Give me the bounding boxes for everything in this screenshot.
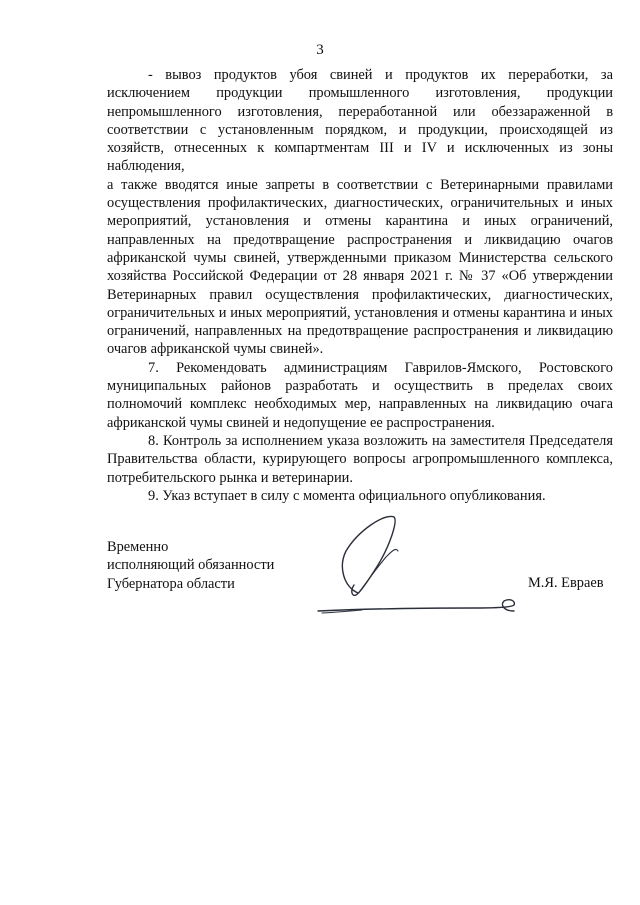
signature-stroke — [318, 600, 514, 611]
signatory-title-line: исполняющий обязанности — [107, 557, 275, 574]
signatory-title — [107, 538, 274, 593]
document-body — [107, 66, 613, 505]
paragraph-export-ban: - вывоз продуктов убоя свиней и продуктов их переработки, за исключением продукции промышленного изготовления, продукции непромышленного изготовления, переработанной или обеззараженной в соответствии с установленным порядком, и продукции, происходящей из хозяйств, отнесенных к компартментам III и IV и исключенных из зоны наблюдения, — [107, 67, 613, 175]
paragraph-item-7: 7. Рекомендовать администрациям Гаврилов-Ямского, Ростовского муниципальных районов разработать и осуществить в пределах своих полномочий комплекс необходимых мер, направленных на ликвидацию очага африканской чумы свиней и недопущение ее распространения. — [107, 359, 613, 431]
paragraph-item-8: 8. Контроль за исполнением указа возложить на заместителя Председателя Правительства области, курирующего вопросы агропромышленного комплекса, потребительского рынка и ветеринарии. — [107, 432, 613, 486]
signer-name: М.Я. Евраев — [528, 575, 604, 591]
page-number: 3 — [316, 42, 324, 58]
handwritten-signature — [300, 495, 530, 635]
paragraph-other-bans: а также вводятся иные запреты в соответствии с Ветеринарными правилами осуществления профилактических, диагностических, ограничительных и иных мероприятий, установления и отмены карантина и иных ограничений, направленных на предотвращение распространения и ликвидацию очагов африканской чумы свиней, утвержденными приказом Министерства сельского хозяйства Российской Федерации от 28 января 2021 г. № 37 «Об утверждении Ветеринарных правил осуществления профилактических, диагностических, ограничительных и иных мероприятий, установления и отмены карантина и иных ограничений, направленных на предотвращение распространения и ликвидацию очагов африканской чумы свиней». — [107, 176, 613, 358]
paragraph-item-9: 9. Указ вступает в силу с момента официального опубликования. — [148, 487, 546, 504]
signatory-title-line: Временно — [107, 539, 169, 555]
signatory-title-line: Губернатора области — [107, 575, 235, 592]
